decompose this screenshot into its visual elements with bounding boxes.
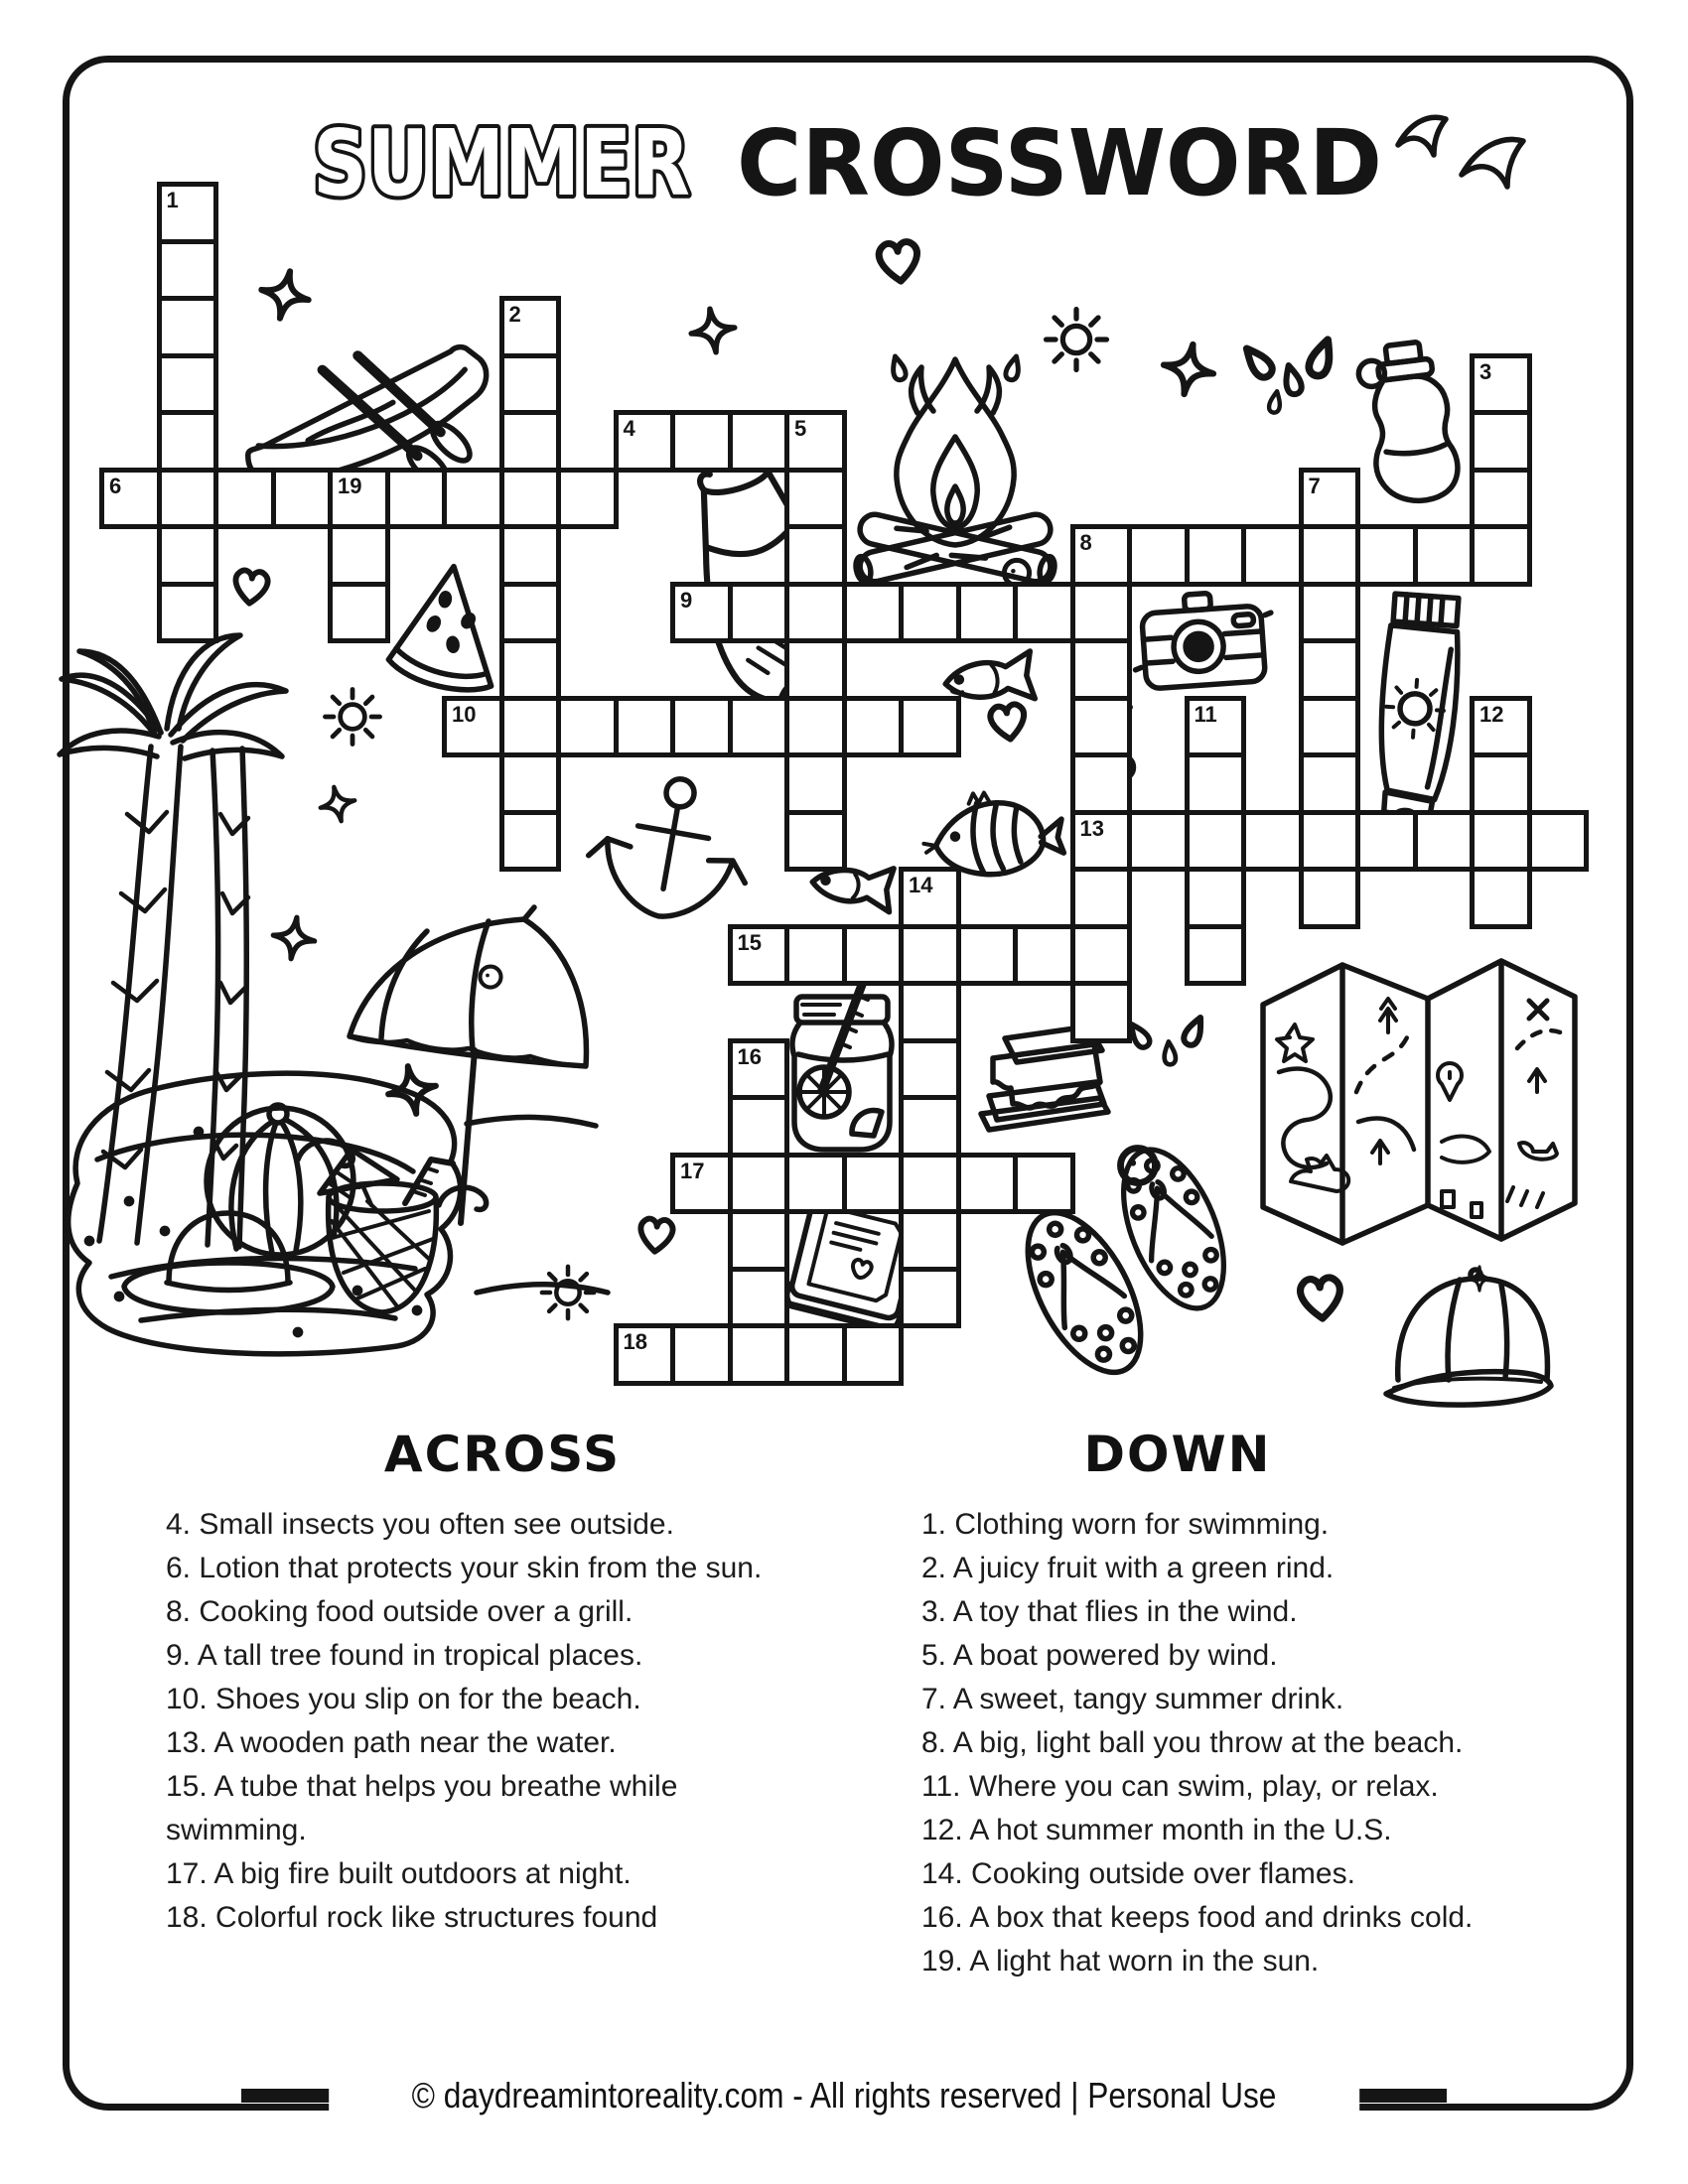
grid-cell: [899, 696, 961, 758]
splash-icon: [1240, 337, 1336, 413]
grid-cell: [1241, 524, 1304, 587]
grid-cell: [842, 1323, 905, 1386]
grid-cell: [1527, 810, 1590, 873]
grid-cell: [157, 468, 219, 530]
clue-across-10: 10. Shoes you slip on for the beach.: [166, 1683, 641, 1715]
cell-number: 2: [508, 302, 521, 327]
grid-cell: [271, 468, 334, 530]
grid-cell: [1413, 810, 1476, 873]
down-clue-list: [921, 1503, 1572, 1983]
grid-cell: [328, 582, 390, 644]
cell-number: 12: [1479, 701, 1504, 727]
grid-cell: [899, 1209, 961, 1272]
grid-cell: [1470, 810, 1532, 873]
grid-cell: [899, 1038, 961, 1101]
grid-cell: [784, 1323, 847, 1386]
grid-cell: [1299, 582, 1361, 644]
grid-cell: [1013, 582, 1075, 644]
grid-cell: [1070, 752, 1133, 815]
grid-cell: [1470, 867, 1532, 929]
clue-down-5: 5. A boat powered by wind.: [921, 1639, 1278, 1672]
grid-cell: [1185, 924, 1247, 987]
cell-number: 17: [680, 1158, 705, 1183]
grid-cell: [784, 810, 847, 873]
water-bottle-icon: [1355, 339, 1461, 506]
title-word-summer: SUMMER: [313, 110, 690, 216]
grid-cell: [784, 696, 847, 758]
grid-cell: [499, 696, 562, 758]
tropical-fish-icon: [920, 787, 1064, 879]
cell-number: 18: [623, 1329, 647, 1354]
grid-cell: [899, 582, 961, 644]
clue-across-15: 15. A tube that helps you breathe while swimming.: [166, 1770, 678, 1846]
across-clue-list: [166, 1503, 823, 1940]
grid-cell: [499, 524, 562, 587]
grid-cell: [1013, 1153, 1075, 1215]
cell-number: 11: [1194, 701, 1217, 727]
grid-cell: [1470, 410, 1532, 473]
grid-cell: [1299, 752, 1361, 815]
grid-cell: [1070, 981, 1133, 1043]
grid-cell: [1127, 810, 1190, 873]
grid-cell: [1299, 696, 1361, 758]
cell-number: 6: [109, 473, 122, 498]
grid-cell: [784, 582, 847, 644]
clue-down-3: 3. A toy that flies in the wind.: [921, 1595, 1298, 1628]
cell-number: 5: [794, 416, 807, 441]
cell-number: 13: [1079, 815, 1104, 841]
grid-cell: [728, 1095, 790, 1158]
title-banner: [0, 0, 1688, 238]
baseball-cap-icon: [1386, 1270, 1551, 1405]
grid-cell: [499, 468, 562, 530]
grid-cell: [1241, 810, 1304, 873]
camera-icon: [1131, 589, 1276, 690]
grid-cell: [842, 924, 905, 987]
grid-cell: [1299, 867, 1361, 929]
grid-cell: [784, 752, 847, 815]
grid-cell: [728, 410, 790, 473]
grid-cell: [1299, 810, 1361, 873]
grid-cell: [728, 1209, 790, 1272]
grid-cell: [1127, 524, 1190, 587]
cell-number: 14: [909, 873, 933, 897]
grid-cell: [784, 1153, 847, 1215]
cell-number: 10: [452, 701, 477, 727]
grid-cell: [956, 924, 1019, 987]
across-header: ACROSS: [383, 1426, 622, 1483]
cell-number: 1: [166, 188, 179, 212]
grid-cell: [328, 524, 390, 587]
clue-across-4: 4. Small insects you often see outside.: [166, 1508, 674, 1541]
cell-number: 19: [338, 473, 362, 498]
grid-cell: [157, 582, 219, 644]
clue-down-11: 11. Where you can swim, play, or relax.: [921, 1770, 1439, 1803]
clue-across-6: 6. Lotion that protects your skin from the sun.: [166, 1552, 763, 1584]
grid-cell: [157, 296, 219, 358]
grid-cell: [499, 410, 562, 473]
grid-cell: [1185, 752, 1247, 815]
clue-down-8: 8. A big, light ball you throw at the beach.: [921, 1726, 1464, 1759]
clue-down-14: 14. Cooking outside over flames.: [921, 1857, 1355, 1890]
grid-cell: [1185, 524, 1247, 587]
grid-cell: [784, 638, 847, 701]
grid-cell: [899, 1153, 961, 1215]
grid-cell: [1299, 524, 1361, 587]
palm-trees-icon: [60, 635, 286, 1247]
map-icon: [1263, 961, 1575, 1243]
cell-number: 15: [737, 929, 762, 955]
grid-cell: [385, 468, 448, 530]
grid-cell: [1470, 468, 1532, 530]
grid-cell: [499, 752, 562, 815]
grid-cell: [1070, 924, 1133, 987]
grid-cell: [1070, 582, 1133, 644]
grid-cell: [213, 468, 276, 530]
grid-cell: [1355, 810, 1418, 873]
clue-across-9: 9. A tall tree found in tropical places.: [166, 1639, 643, 1672]
grid-cell: [899, 1267, 961, 1329]
grid-cell: [1070, 867, 1133, 929]
grid-cell: [842, 696, 905, 758]
grid-cell: [1413, 524, 1476, 587]
grid-cell: [1470, 524, 1532, 587]
beach-umbrella-icon: [350, 907, 586, 1223]
cell-number: 16: [737, 1043, 762, 1069]
grid-cell: [899, 924, 961, 987]
down-header: DOWN: [1083, 1426, 1272, 1483]
sunscreen-icon: [1374, 594, 1463, 821]
mason-jar-icon: [792, 985, 892, 1150]
grid-cell: [1070, 696, 1133, 758]
grid-cell: [670, 696, 733, 758]
clue-down-19: 19. A light hat worn in the sun.: [921, 1945, 1320, 1978]
grid-cell: [1355, 524, 1418, 587]
cell-number: 3: [1479, 358, 1492, 384]
grid-cell: [157, 524, 219, 587]
cell-number: 4: [623, 416, 635, 441]
clue-down-7: 7. A sweet, tangy summer drink.: [921, 1683, 1344, 1715]
grid-cell: [784, 468, 847, 530]
grid-cell: [556, 468, 619, 530]
grid-cell: [614, 696, 676, 758]
grid-cell: [728, 1323, 790, 1386]
cell-number: 7: [1308, 473, 1321, 498]
grid-cell: [670, 410, 733, 473]
grid-cell: [842, 582, 905, 644]
campfire-icon: [853, 354, 1057, 585]
grid-cell: [728, 582, 790, 644]
clue-down-12: 12. A hot summer month in the U.S.: [921, 1814, 1392, 1846]
footer-credit: © daydreamintoreality.com - All rights reserved | Personal Use: [329, 2073, 1359, 2118]
grid-cell: [956, 582, 1019, 644]
cell-number: 9: [680, 587, 693, 613]
splash-icon: [1126, 1015, 1207, 1065]
grid-cell: [956, 1153, 1019, 1215]
grid-cell: [442, 468, 504, 530]
clue-across-8: 8. Cooking food outside over a grill.: [166, 1595, 633, 1628]
clue-down-2: 2. A juicy fruit with a green rind.: [921, 1552, 1335, 1584]
grid-cell: [728, 1267, 790, 1329]
clue-down-1: 1. Clothing worn for swimming.: [921, 1508, 1330, 1541]
grid-cell: [670, 1323, 733, 1386]
grid-cell: [499, 582, 562, 644]
anchor-icon: [580, 765, 761, 930]
grid-cell: [1185, 867, 1247, 929]
grid-cell: [842, 1153, 905, 1215]
clue-across-17: 17. A big fire built outdoors at night.: [166, 1857, 632, 1890]
watermelon-icon: [386, 559, 507, 694]
grid-cell: [499, 638, 562, 701]
grid-cell: [899, 1095, 961, 1158]
grid-cell: [556, 696, 619, 758]
grid-cell: [157, 239, 219, 302]
grid-cell: [1185, 810, 1247, 873]
grid-cell: [899, 981, 961, 1043]
clue-across-18: 18. Colorful rock like structures found: [166, 1901, 658, 1934]
grid-cell: [1470, 752, 1532, 815]
cell-number: 8: [1079, 530, 1092, 555]
clue-across-13: 13. A wooden path near the water.: [166, 1726, 617, 1759]
grid-cell: [499, 353, 562, 416]
grid-cell: [784, 924, 847, 987]
title-word-crossword: CROSSWORD: [737, 110, 1382, 216]
grid-cell: [1013, 924, 1075, 987]
grid-cell: [728, 1153, 790, 1215]
grid-cell: [1299, 638, 1361, 701]
grid-cell: [499, 810, 562, 873]
grid-cell: [784, 524, 847, 587]
grid-cell: [728, 696, 790, 758]
grid-cell: [157, 353, 219, 416]
grid-cell: [1070, 638, 1133, 701]
clue-down-16: 16. A box that keeps food and drinks cold.: [921, 1901, 1474, 1934]
grid-cell: [157, 410, 219, 473]
